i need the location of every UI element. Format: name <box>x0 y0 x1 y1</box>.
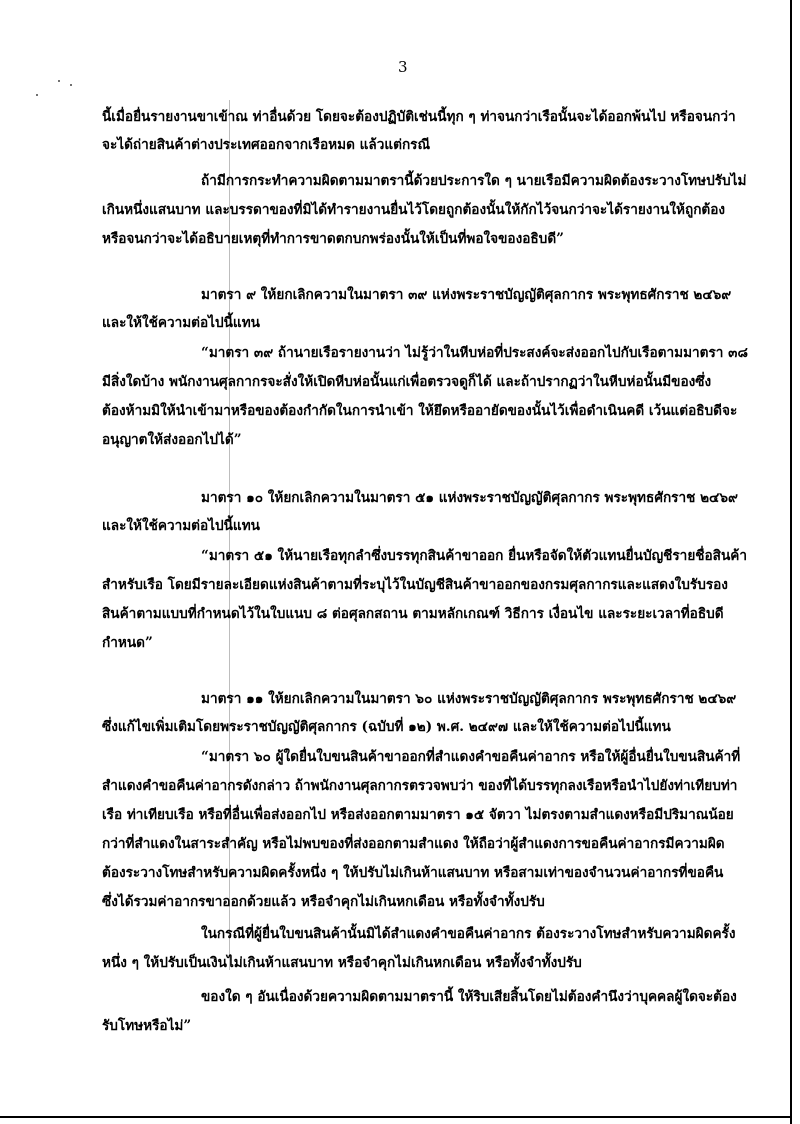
text-line: เรือ ท่าเทียบเรือ หรือที่อื่นเพื่อส่งออกไป หรือส่งออกตามมาตรา ๑๕ จัตวา ไม่ตรงตามสำแดงหรือมีปริมาณน้อย <box>102 807 734 823</box>
text-line: มาตรา ๑๐ ให้ยกเลิกความในมาตรา ๕๑ แห่งพระราชบัญญัติศุลกากร พระพุทธศักราช ๒๔๖๙ <box>201 490 738 506</box>
text-line: มีสิ่งใดบ้าง พนักงานศุลกากรจะสั่งให้เปิดหีบห่อนั้นแก่เพื่อตรวจดูก็ได้ และถ้าปรากฏว่าในหีบห่อนั้นมีของซึ่ง <box>102 374 712 390</box>
text-line: ถ้ามีการกระทำความผิดตามมาตรานี้ด้วยประการใด ๆ นายเรือมีความผิดต้องระวางโทษปรับไม่ <box>201 173 747 189</box>
text-line: สินค้าตามแบบที่กำหนดไว้ในใบแนบ ๘ ต่อศุลกสถาน ตามหลักเกณฑ์ วิธีการ เงื่อนไข และระยะเวลาที่อธิบดี <box>102 606 724 622</box>
text-line: หรือจนกว่าจะได้อธิบายเหตุที่ทำการขาดตกบกพร่องนั้นให้เป็นที่พอใจของอธิบดี” <box>102 231 564 247</box>
text-line: จะได้ถ่ายสินค้าต่างประเทศออกจากเรือหมด แล้วแต่กรณี <box>102 137 431 153</box>
text-line: อนุญาตให้ส่งออกไปได้” <box>102 432 242 448</box>
text-line: หนึ่ง ๆ ให้ปรับเป็นเงินไม่เกินห้าแสนบาท หรือจำคุกไม่เกินหกเดือน หรือทั้งจำทั้งปรับ <box>102 955 582 971</box>
text-line: และให้ใช้ความต่อไปนี้แทน <box>102 315 260 331</box>
text-line: ในกรณีที่ผู้ยื่นใบขนสินค้านั้นมิได้สำแดงคำขอคืนค่าอากร ต้องระวางโทษสำหรับความผิดครั้ง <box>201 926 736 942</box>
text-line: ซึ่งแก้ไขเพิ่มเติมโดยพระราชบัญญัติศุลกากร (ฉบับที่ ๑๒) พ.ศ. ๒๔๙๗ และให้ใช้ความต่อไปนี้แทน <box>102 719 671 735</box>
text-line: “มาตรา ๓๙ ถ้านายเรือรายงานว่า ไม่รู้ว่าในหีบห่อที่ประสงค์จะส่งออกไปกับเรือตามมาตรา ๓๘ <box>201 345 748 361</box>
text-line: กำหนด” <box>102 635 153 651</box>
text-line: “มาตรา ๖๐ ผู้ใดยื่นใบขนสินค้าขาออกที่สำแดงคำขอคืนค่าอากร หรือให้ผู้อื่นยื่นใบขนสินค้าที่ <box>201 749 741 765</box>
scan-speck <box>58 80 60 82</box>
page-number: 3 <box>398 58 408 76</box>
text-line: ต้องระวางโทษสำหรับความผิดครั้งหนึ่ง ๆ ให้ปรับไม่เกินห้าแสนบาท หรือสามเท่าของจำนวนค่าอากรที่ขอคืน <box>102 865 724 881</box>
text-line: ต้องห้ามมิให้นำเข้ามาหรือของต้องกำกัดในการนำเข้า ให้ยึดหรืออายัดของนั้นไว้เพื่อดำเนินคดี เว้นแต่อธิบดีจะ <box>102 403 738 419</box>
text-line: มาตรา ๙ ให้ยกเลิกความในมาตรา ๓๙ แห่งพระราชบัญญัติศุลกากร พระพุทธศักราช ๒๔๖๙ <box>201 287 732 303</box>
scan-edge-bottom <box>0 1116 792 1118</box>
text-line: นี้เมื่อยื่นรายงานขาเข้าณ ท่าอื่นด้วย โดยจะต้องปฏิบัติเช่นนี้ทุก ๆ ท่าจนกว่าเรือนั้นจะได้ออกพ้นไป หรือจนกว่า <box>102 109 736 125</box>
text-line: และให้ใช้ความต่อไปนี้แทน <box>102 518 260 534</box>
text-line: มาตรา ๑๑ ให้ยกเลิกความในมาตรา ๖๐ แห่งพระราชบัญญัติศุลกากร พระพุทธศักราช ๒๔๖๙ <box>201 691 737 707</box>
scan-speck <box>36 94 38 96</box>
text-line: สำแดงคำขอคืนค่าอากรดังกล่าว ถ้าพนักงานศุลกากรตรวจพบว่า ของที่ได้บรรทุกลงเรือหรือนำไปยังท่าเทียบท่า <box>102 778 738 794</box>
text-line: เกินหนึ่งแสนบาท และบรรดาของที่มิได้ทำรายงานยื่นไว้โดยถูกต้องนั้นให้กักไว้จนกว่าจะได้รายงานให้ถูกต้อง <box>102 202 726 218</box>
text-line: สำหรับเรือ โดยมีรายละเอียดแห่งสินค้าตามที่ระบุไว้ในบัญชีสินค้าขาออกของกรมศุลกากรและแสดงใบรับรอง <box>102 577 728 593</box>
text-line: ซึ่งได้รวมค่าอากรขาออกด้วยแล้ว หรือจำคุกไม่เกินหกเดือน หรือทั้งจำทั้งปรับ <box>102 894 545 910</box>
text-line: “มาตรา ๕๑ ให้นายเรือทุกลำซึ่งบรรทุกสินค้าขาออก ยื่นหรือจัดให้ตัวแทนยื่นบัญชีรายชื่อสินค้า <box>201 548 747 564</box>
text-line: รับโทษหรือไม่” <box>102 1018 192 1034</box>
text-line: ของใด ๆ อันเนื่องด้วยความผิดตามมาตรานี้ ให้ริบเสียสิ้นโดยไม่ต้องคำนึงว่าบุคคลผู้ใดจะต้อง <box>201 989 737 1005</box>
scan-speck <box>70 84 72 86</box>
text-line: กว่าที่สำแดงในสาระสำคัญ หรือไม่พบของที่ส่งออกตามสำแดง ให้ถือว่าผู้สำแดงการขอคืนค่าอากรมีความผิด <box>102 836 725 852</box>
scan-edge-right <box>790 0 792 1124</box>
